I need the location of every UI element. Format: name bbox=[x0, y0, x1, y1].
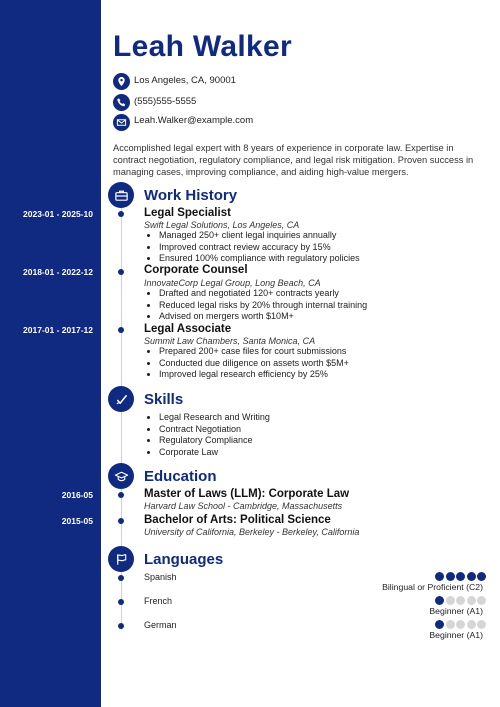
rating-dot bbox=[435, 572, 444, 581]
education-date: 2016-05 bbox=[61, 490, 93, 500]
section-title-education: Education bbox=[144, 468, 217, 485]
flag-icon bbox=[108, 546, 134, 572]
education-degree: Bachelor of Arts: Political Science bbox=[144, 514, 331, 526]
job-company: InnovateCorp Legal Group, Long Beach, CA bbox=[144, 278, 321, 288]
list-item: • Contract Negotiation bbox=[159, 424, 270, 436]
language-level: Beginner (A1) bbox=[429, 606, 483, 616]
language-name: German bbox=[144, 620, 177, 630]
education-degree: Master of Laws (LLM): Corporate Law bbox=[144, 488, 350, 500]
contact-phone: (555)555-5555 bbox=[134, 96, 197, 107]
section-title-skills: Skills bbox=[144, 391, 184, 408]
rating-dot bbox=[456, 596, 465, 605]
education-school: University of California, Berkeley - Berkeley, California bbox=[144, 527, 360, 537]
list-item: • Prepared 200+ case files for court submissions bbox=[159, 346, 349, 358]
timeline-dot bbox=[118, 492, 124, 498]
timeline-dot bbox=[118, 211, 124, 217]
language-name: French bbox=[144, 596, 173, 606]
timeline-dot bbox=[118, 623, 124, 629]
briefcase-icon bbox=[108, 182, 134, 208]
rating-dot bbox=[467, 620, 476, 629]
language-rating bbox=[435, 620, 486, 629]
candidate-name: Leah Walker bbox=[113, 30, 292, 63]
rating-dot bbox=[477, 620, 486, 629]
list-item: • Corporate Law bbox=[159, 447, 270, 459]
rating-dot bbox=[477, 572, 486, 581]
language-name: Spanish bbox=[144, 572, 177, 582]
job-dates: 2017-01 - 2017-12 bbox=[23, 325, 93, 335]
education-school: Harvard Law School - Cambridge, Massachusetts bbox=[144, 501, 343, 511]
list-item: • Legal Research and Writing bbox=[159, 412, 270, 424]
location-pin-icon bbox=[113, 73, 130, 90]
list-item: • Conducted due diligence on assets worth $5M+ bbox=[159, 358, 349, 370]
job-company: Swift Legal Solutions, Los Angeles, CA bbox=[144, 220, 300, 230]
hand-check-icon bbox=[108, 386, 134, 412]
job-bullets bbox=[145, 346, 349, 381]
rating-dot bbox=[467, 596, 476, 605]
rating-dot bbox=[446, 596, 455, 605]
envelope-icon bbox=[113, 114, 130, 131]
list-item: • Drafted and negotiated 120+ contracts yearly bbox=[159, 288, 367, 300]
timeline-dot bbox=[118, 269, 124, 275]
job-bullets bbox=[145, 288, 367, 323]
section-title-languages: Languages bbox=[144, 551, 224, 568]
phone-icon bbox=[113, 94, 130, 111]
job-company: Summit Law Chambers, Santa Monica, CA bbox=[144, 336, 316, 346]
sidebar bbox=[0, 0, 101, 707]
job-dates: 2023-01 - 2025-10 bbox=[23, 209, 93, 219]
list-item: • Managed 250+ client legal inquiries annually bbox=[159, 230, 360, 242]
graduation-cap-icon bbox=[108, 463, 134, 489]
language-rating bbox=[435, 572, 486, 581]
job-dates: 2018-01 - 2022-12 bbox=[23, 267, 93, 277]
list-item: • Improved contract review accuracy by 15% bbox=[159, 242, 360, 254]
section-title-work-history: Work History bbox=[144, 187, 238, 204]
rating-dot bbox=[435, 596, 444, 605]
rating-dot bbox=[446, 572, 455, 581]
professional-summary: Accomplished legal expert with 8 years of experience in corporate law. Expertise in contract negotiation, regulatory compliance, and legal risk mitigation. Proven success in managing cases, improving compliance, and aiding high-value mergers. bbox=[113, 143, 474, 178]
language-rating bbox=[435, 596, 486, 605]
job-bullets bbox=[145, 230, 360, 265]
list-item: • Advised on mergers worth $10M+ bbox=[159, 311, 367, 323]
rating-dot bbox=[477, 596, 486, 605]
contact-location: Los Angeles, CA, 90001 bbox=[134, 75, 236, 86]
timeline-dot bbox=[118, 599, 124, 605]
list-item: • Improved legal research efficiency by 25% bbox=[159, 369, 349, 381]
education-date: 2015-05 bbox=[61, 516, 93, 526]
rating-dot bbox=[456, 620, 465, 629]
job-title: Legal Associate bbox=[144, 323, 232, 335]
timeline-dot bbox=[118, 575, 124, 581]
list-item: • Ensured 100% compliance with regulatory policies bbox=[159, 253, 360, 265]
language-level: Beginner (A1) bbox=[429, 630, 483, 640]
job-title: Legal Specialist bbox=[144, 207, 231, 219]
timeline-dot bbox=[118, 327, 124, 333]
timeline-dot bbox=[118, 518, 124, 524]
skills-list bbox=[145, 412, 270, 458]
rating-dot bbox=[435, 620, 444, 629]
language-level: Bilingual or Proficient (C2) bbox=[382, 582, 483, 592]
contact-email[interactable]: Leah.Walker@example.com bbox=[134, 115, 254, 126]
list-item: • Reduced legal risks by 20% through internal training bbox=[159, 300, 367, 312]
list-item: • Regulatory Compliance bbox=[159, 435, 270, 447]
rating-dot bbox=[467, 572, 476, 581]
job-title: Corporate Counsel bbox=[144, 264, 248, 276]
rating-dot bbox=[456, 572, 465, 581]
rating-dot bbox=[446, 620, 455, 629]
